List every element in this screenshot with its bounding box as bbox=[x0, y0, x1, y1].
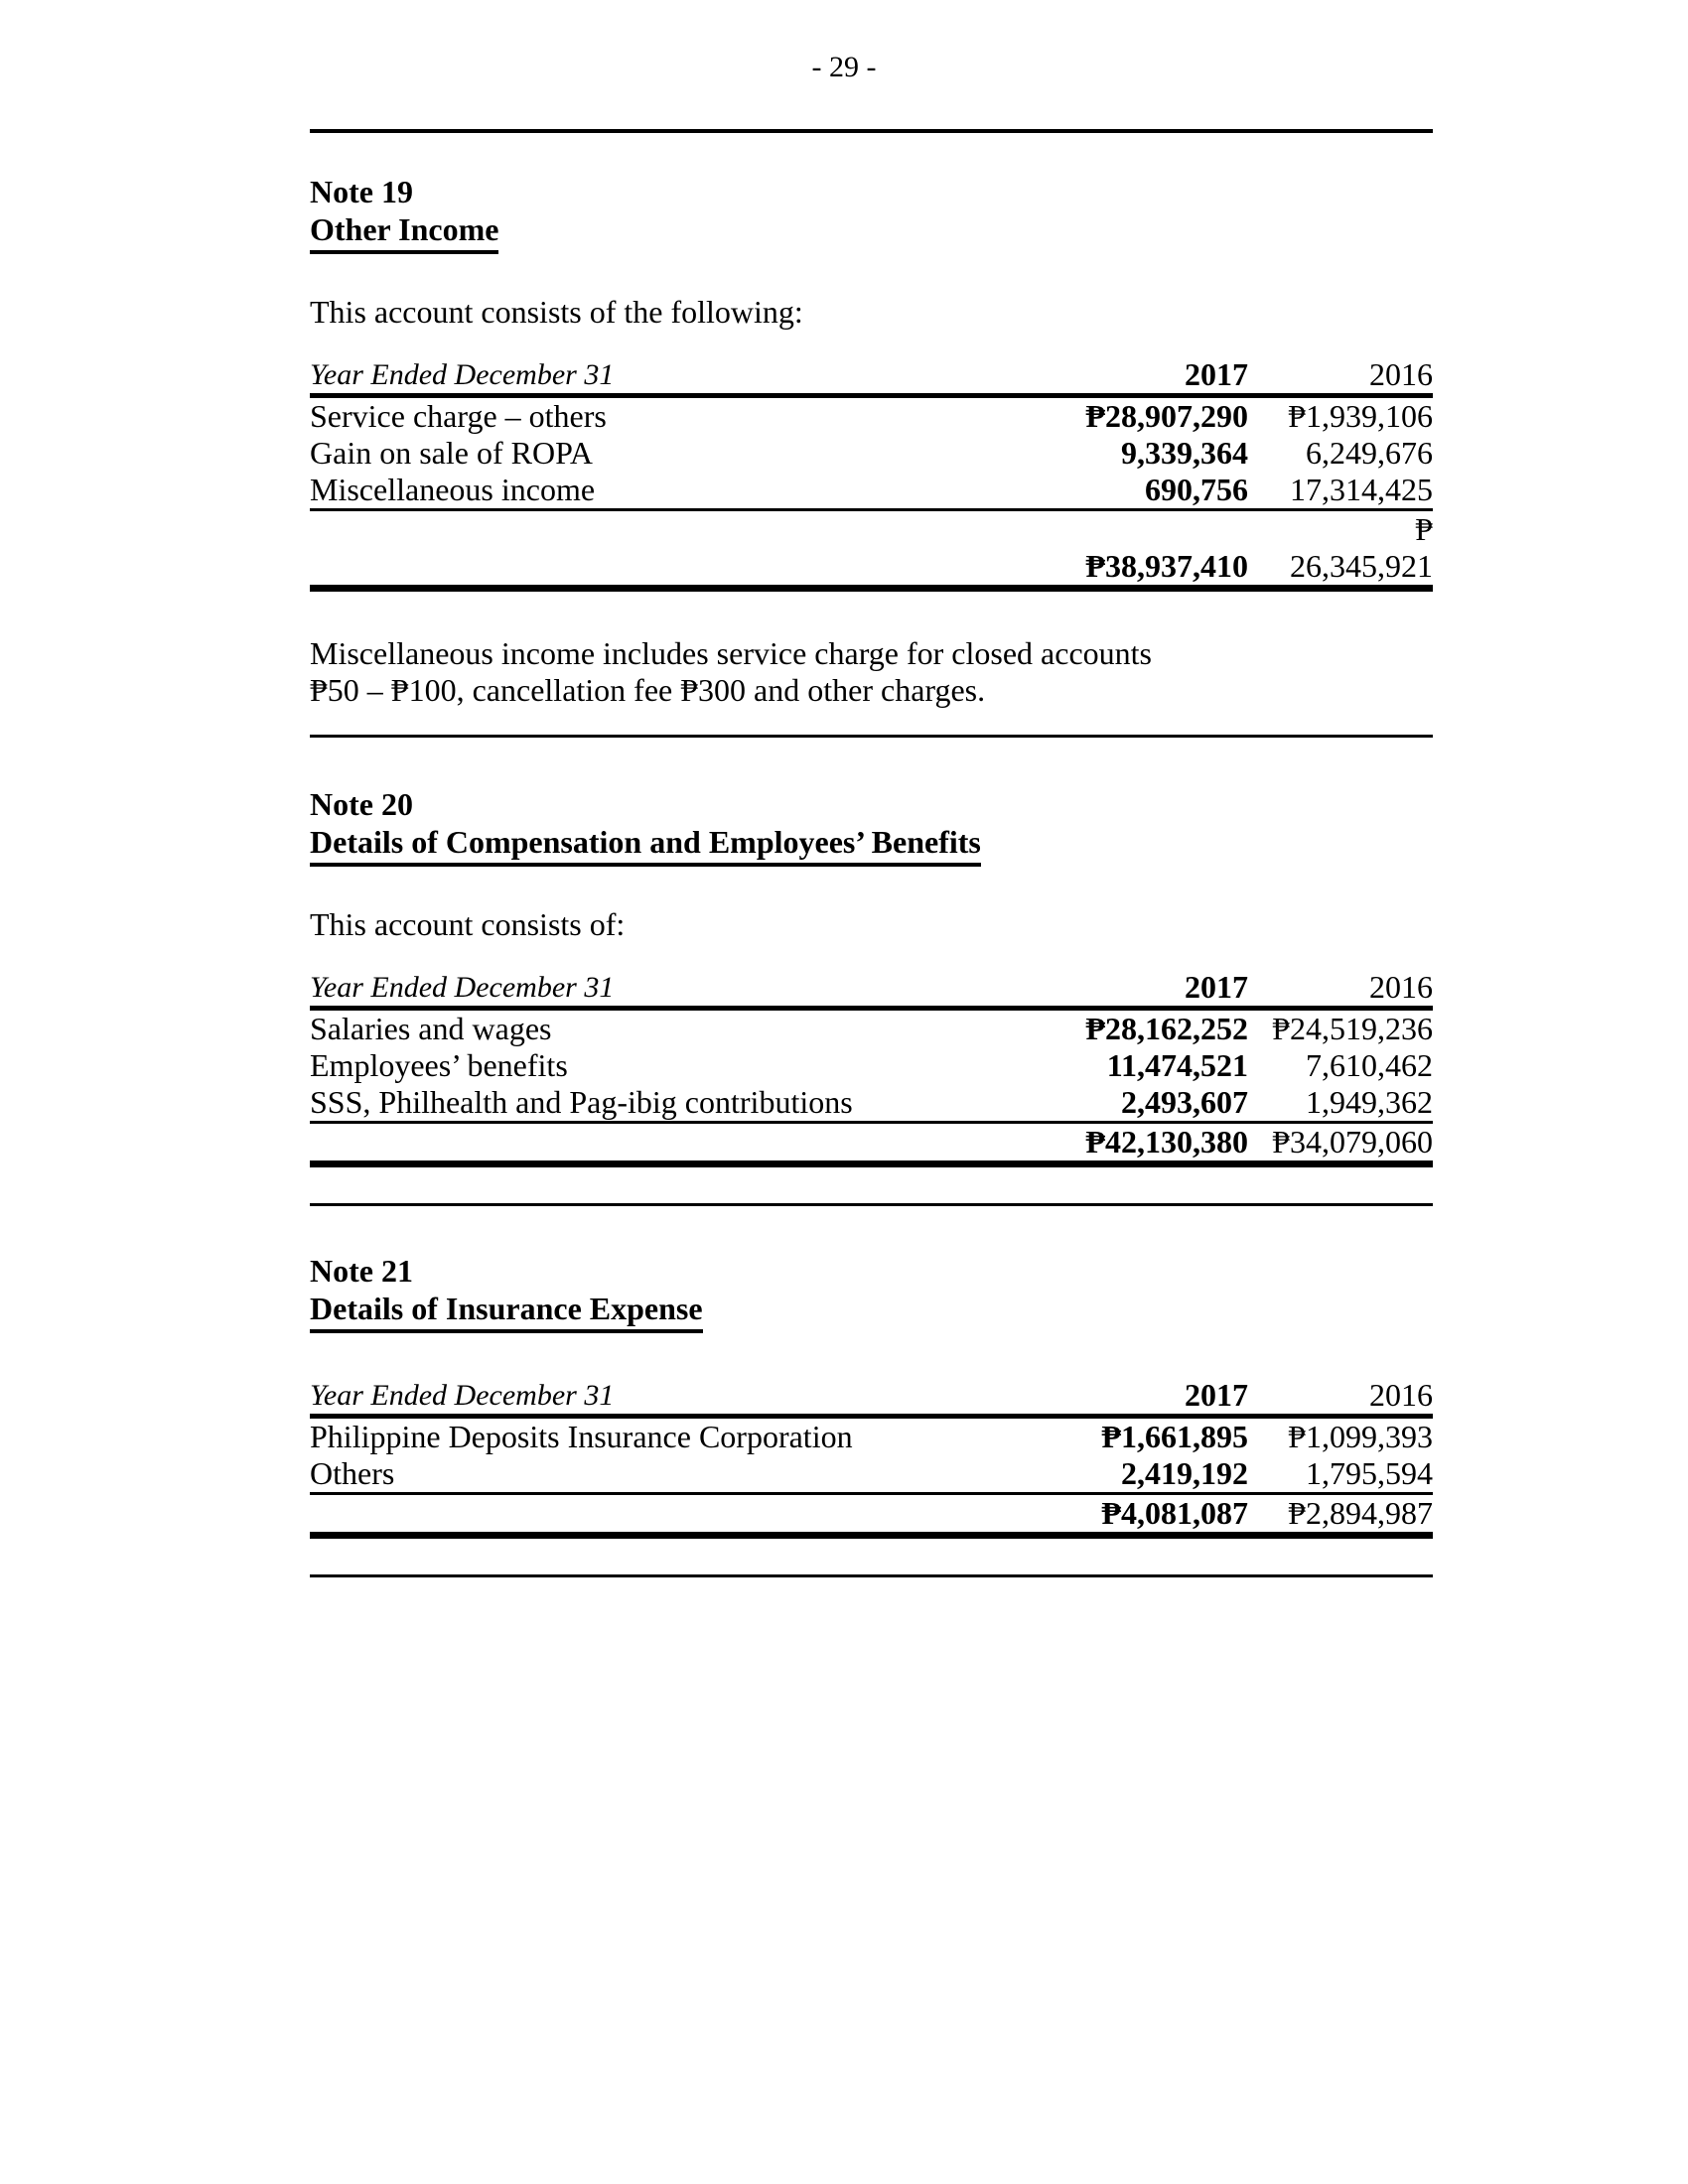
table-header-row bbox=[310, 969, 1433, 1011]
table-header-2016: 2016 bbox=[1369, 969, 1433, 1005]
note-20-section bbox=[310, 785, 1433, 1167]
total-2016: 26,345,921 bbox=[1290, 548, 1433, 584]
value-2016: ₱1,099,393 bbox=[1288, 1419, 1433, 1454]
table-row bbox=[310, 1011, 1433, 1047]
table-header-row bbox=[310, 1377, 1433, 1419]
section-divider bbox=[310, 735, 1433, 738]
value-2016: 17,314,425 bbox=[1290, 472, 1433, 507]
table-row bbox=[310, 1419, 1433, 1455]
section-divider bbox=[310, 1574, 1433, 1577]
table-row bbox=[310, 472, 1433, 511]
value-2016: ₱1,939,106 bbox=[1288, 398, 1433, 434]
total-2017: ₱38,937,410 bbox=[1085, 548, 1248, 584]
table-row bbox=[310, 1084, 1433, 1124]
stray-currency-row bbox=[310, 511, 1433, 548]
top-rule bbox=[310, 129, 1433, 133]
value-2017: 11,474,521 bbox=[1106, 1047, 1248, 1083]
value-2017: ₱28,162,252 bbox=[1085, 1011, 1248, 1046]
table-total-row bbox=[310, 548, 1433, 592]
note-19-section bbox=[310, 173, 1433, 709]
value-2017: 2,493,607 bbox=[1121, 1084, 1248, 1120]
table-header-2017: 2017 bbox=[1185, 969, 1248, 1005]
stray-peso-sign: ₱ bbox=[1415, 511, 1433, 547]
compensation-benefits-table bbox=[310, 969, 1433, 1167]
value-2016: ₱24,519,236 bbox=[1272, 1011, 1433, 1046]
note-21-subtitle: Details of Insurance Expense bbox=[310, 1290, 703, 1333]
value-2016: 7,610,462 bbox=[1306, 1047, 1433, 1083]
value-2016: 6,249,676 bbox=[1306, 435, 1433, 471]
row-label: Others bbox=[310, 1455, 395, 1491]
note-20-intro: This account consists of: bbox=[310, 906, 626, 942]
value-2017: 2,419,192 bbox=[1121, 1455, 1248, 1491]
note-20-heading: Note 20 bbox=[310, 786, 413, 822]
other-income-table bbox=[310, 356, 1433, 592]
table-header-label: Year Ended December 31 bbox=[310, 971, 615, 1004]
table-header-label: Year Ended December 31 bbox=[310, 358, 615, 391]
value-2016: 1,795,594 bbox=[1306, 1455, 1433, 1491]
table-header-2017: 2017 bbox=[1185, 356, 1248, 392]
row-label: Gain on sale of ROPA bbox=[310, 435, 594, 471]
table-total-row bbox=[310, 1495, 1433, 1539]
value-2017: ₱28,907,290 bbox=[1085, 398, 1248, 434]
total-2016: ₱34,079,060 bbox=[1272, 1124, 1433, 1160]
section-divider bbox=[310, 1203, 1433, 1206]
note-19-subtitle: Other Income bbox=[310, 210, 498, 254]
note-21-section bbox=[310, 1252, 1433, 1539]
row-label: Employees’ benefits bbox=[310, 1047, 568, 1083]
row-label: Miscellaneous income bbox=[310, 472, 596, 507]
table-row bbox=[310, 398, 1433, 435]
row-label: Salaries and wages bbox=[310, 1011, 552, 1046]
note-19-intro: This account consists of the following: bbox=[310, 294, 803, 330]
total-2016: ₱2,894,987 bbox=[1288, 1495, 1433, 1531]
insurance-expense-table bbox=[310, 1377, 1433, 1539]
table-row bbox=[310, 1455, 1433, 1495]
table-header-row bbox=[310, 356, 1433, 398]
table-row bbox=[310, 435, 1433, 472]
table-row bbox=[310, 1047, 1433, 1084]
table-header-2016: 2016 bbox=[1369, 356, 1433, 392]
page-number: - 29 - bbox=[811, 51, 877, 83]
note-20-subtitle: Details of Compensation and Employees’ Benefits bbox=[310, 823, 981, 867]
total-2017: ₱42,130,380 bbox=[1085, 1124, 1248, 1160]
page-content bbox=[310, 129, 1433, 1577]
value-2017: 690,756 bbox=[1145, 472, 1248, 507]
table-total-row bbox=[310, 1124, 1433, 1167]
value-2016: 1,949,362 bbox=[1306, 1084, 1433, 1120]
note-19-heading: Note 19 bbox=[310, 174, 413, 209]
total-2017: ₱4,081,087 bbox=[1101, 1495, 1248, 1531]
table-header-2017: 2017 bbox=[1185, 1377, 1248, 1413]
row-label: SSS, Philhealth and Pag-ibig contributions bbox=[310, 1084, 853, 1120]
table-header-label: Year Ended December 31 bbox=[310, 1379, 615, 1412]
note-19-footnote: Miscellaneous income includes service charge for closed accounts ₱50 – ₱100, cancellation fee ₱300 and other charges. bbox=[310, 635, 1152, 708]
row-label: Philippine Deposits Insurance Corporation bbox=[310, 1419, 853, 1454]
note-21-heading: Note 21 bbox=[310, 1253, 413, 1289]
value-2017: 9,339,364 bbox=[1121, 435, 1248, 471]
table-header-2016: 2016 bbox=[1369, 1377, 1433, 1413]
row-label: Service charge – others bbox=[310, 398, 607, 434]
value-2017: ₱1,661,895 bbox=[1101, 1419, 1248, 1454]
